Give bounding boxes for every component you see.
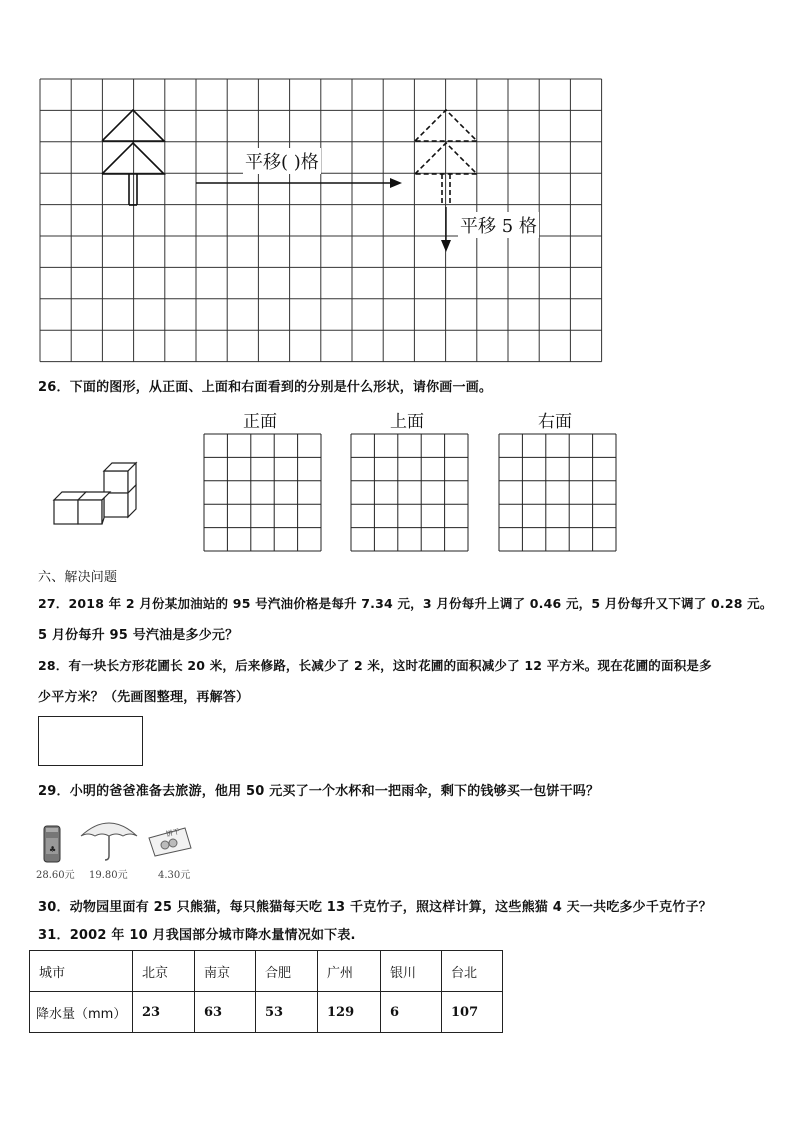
q28-line1: 28．有一块长方形花圃长 20 米，后来修路，长减少了 2 米，这时花圃的面积减少了 12 平方米。现在花圃的面积是多 — [38, 658, 712, 673]
q29-text: 29．小明的爸爸准备去旅游，他用 50 元买了一个水杯和一把雨伞，剩下的钱够买一包饼干吗？ — [38, 784, 600, 799]
q30-text: 30．动物园里面有 25 只熊猫，每只熊猫每天吃 13 千克竹子，照这样计算，这些熊猫 4 天一共吃多少千克竹子？ — [38, 900, 712, 915]
table-cell: 银川 — [381, 951, 442, 992]
view-label-front: 正面 — [243, 412, 277, 432]
translate-right-label: 平移( )格 — [243, 148, 321, 174]
table-cell: 南京 — [195, 951, 256, 992]
umbrella-icon — [78, 814, 140, 862]
table-row — [30, 951, 503, 992]
table-cell: 降水量（mm） — [30, 992, 133, 1033]
table-cell: 合肥 — [256, 951, 318, 992]
section-title: 六、解决问题 — [38, 570, 118, 585]
table-cell: 广州 — [318, 951, 381, 992]
biscuit-price: 4.30元 — [158, 870, 191, 881]
q27-line2: 5 月份每升 95 号汽油是多少元？ — [38, 628, 239, 643]
table-cell: 城市 — [30, 951, 133, 992]
view-label-top: 上面 — [390, 412, 424, 432]
table-cell: 23 — [133, 992, 195, 1033]
q28-rectangle — [38, 716, 143, 766]
translate-down-label: 平移 5 格 — [458, 212, 539, 238]
rainfall-table — [29, 950, 503, 1033]
q27-line1: 27．2018 年 2 月份某加油站的 95 号汽油价格是每升 7.34 元，3 月份每升上调了 0.46 元，5 月份每升又下调了 0.28 元。 — [38, 596, 773, 611]
table-cell: 6 — [381, 992, 442, 1033]
umbrella-price: 19.80元 — [89, 870, 128, 881]
table-cell: 53 — [256, 992, 318, 1033]
svg-text:♣: ♣ — [49, 845, 57, 854]
cup-price: 28.60元 — [36, 870, 75, 881]
cup-icon — [42, 824, 64, 864]
table-cell: 北京 — [133, 951, 195, 992]
table-cell: 129 — [318, 992, 381, 1033]
q28-line2: 少平方米？（先画图整理，再解答） — [38, 690, 250, 705]
q26-text: 26．下面的图形，从正面、上面和右面看到的分别是什么形状，请你画一画。 — [38, 380, 493, 395]
biscuit-pack-label: 饼干 — [165, 827, 181, 839]
table-cell: 台北 — [442, 951, 503, 992]
table-row — [30, 992, 503, 1033]
table-cell: 63 — [195, 992, 256, 1033]
view-grids — [0, 0, 794, 560]
view-label-right: 右面 — [538, 412, 572, 432]
q31-text: 31．2002 年 10 月我国部分城市降水量情况如下表. — [38, 928, 356, 943]
table-cell: 107 — [442, 992, 503, 1033]
